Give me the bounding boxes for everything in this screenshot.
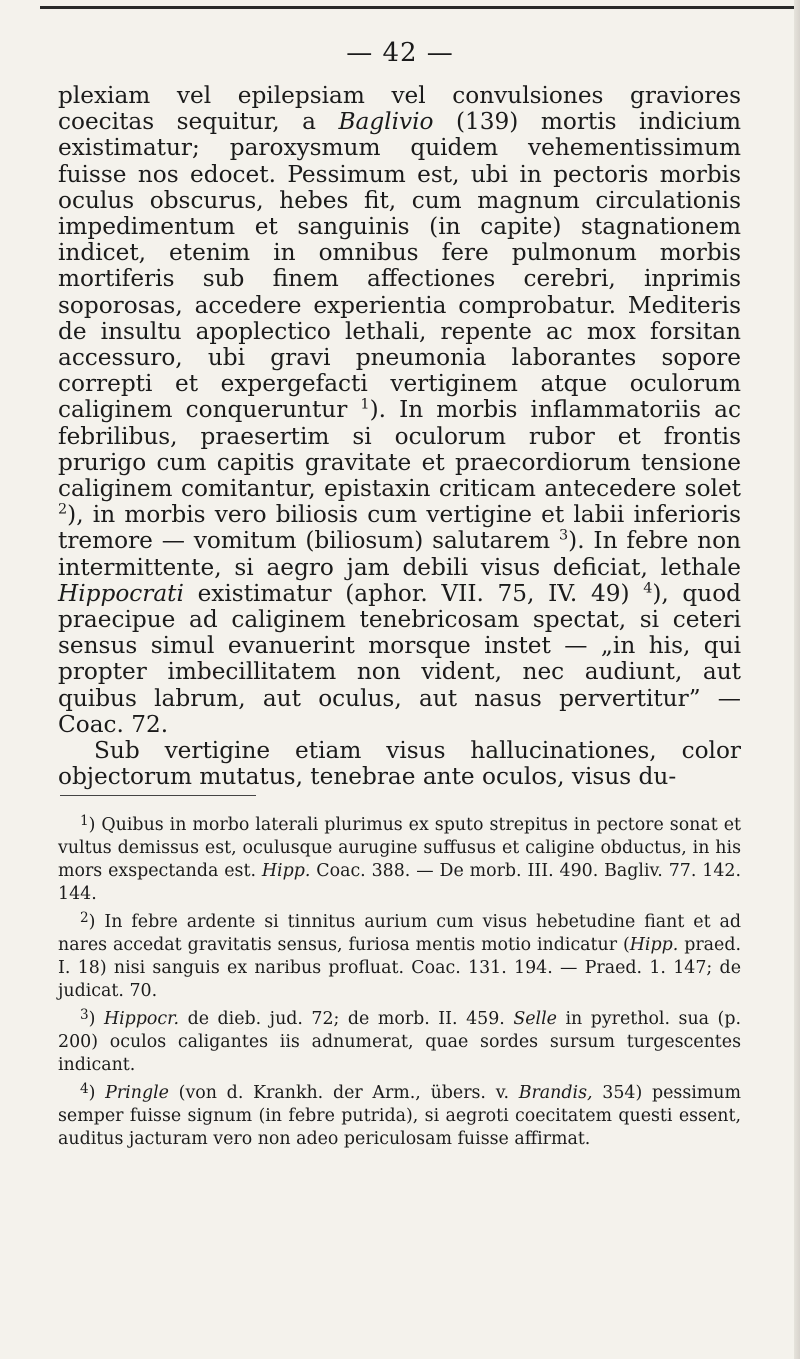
main-footnote-ref: 1: [360, 396, 370, 413]
main-text-run: existimatur (aphor. VII. 75, IV. 49): [183, 579, 644, 607]
footnote-text-run: Coac. 388. — De morb. III. 490. Bagliv. 77. 142. 144.: [58, 860, 741, 905]
footnote-number: 3: [80, 1007, 89, 1024]
footnote-text-run: de dieb. jud. 72; de morb. II. 459.: [179, 1009, 514, 1029]
footnote-italic-run: Hipp.: [261, 860, 311, 881]
footnote-text-run: ): [88, 1083, 106, 1104]
footnote-number: 4: [80, 1081, 89, 1098]
footnote-4: [58, 1078, 741, 1151]
footnote-text-run: praed. I. 18) nisi sanguis ex naribus profluat. Coac. 131. 194. — Praed. 1. 147; de judicat. 70.: [58, 934, 741, 1002]
footnote-italic-run: Hippocr.: [103, 1009, 180, 1029]
main-text-run: plexiam vel epilepsiam vel convulsiones graviores coecitas sequitur, a: [58, 82, 741, 136]
footnote-1: [58, 810, 741, 906]
page-number: — 42 —: [346, 38, 454, 68]
top-edge-rule: [40, 6, 800, 9]
footnote-text-run: ) Quibus in morbo laterali plurimus ex sputo strepitus in pectore sonat et vultus demissus est, oculusque aurugine suffusus et caligine obductus, in his mors exspectanda est.: [58, 814, 741, 881]
footnote-text-run: 354) pessimum semper fuisse signum (in febre putrida), si aegroti coecitatem questi essent, auditus jacturam vero non adeo periculosam fuisse affirmat.: [58, 1083, 741, 1150]
main-text-run: ). In morbis inflammatoriis ac febrilibus, praesertim si oculorum rubor et frontis prurigo cum capitis gravitate et praecordiorum tensione caliginem comitantur, epistaxin criticam antecedere solet: [58, 396, 741, 503]
page-right-edge: [794, 0, 800, 1359]
footnote-3: [58, 1004, 741, 1077]
main-footnote-ref: 4: [643, 580, 653, 597]
main-text-run: ). In febre non intermittente, si aegro jam debili visus deficiat, lethale: [58, 527, 741, 581]
footnote-text-run: ) In febre ardente si tinnitus aurium cum visus hebetudine fiant et ad nares accedat gravitatis sensus, furiosa mentis motio indicatur (: [58, 911, 741, 955]
footnote-italic-run: Pringle: [105, 1083, 169, 1104]
footnote-divider: [60, 795, 256, 796]
footnote-2: [58, 907, 741, 1003]
main-text: [58, 83, 741, 790]
footnote-number: 2: [80, 910, 89, 927]
footnotes: [58, 810, 741, 1152]
main-text-run: ), quod praecipue ad caliginem tenebricosam spectat, si ceteri sensus simul evanuerint morsque instet — „in his, qui propter imbecillitatem non vident, nec audiunt, aut quibus labrum, aut oculus, aut nasus pervertitur” — Coac. 72.: [58, 579, 742, 738]
footnote-number: 1: [80, 813, 89, 829]
footnote-text-run: in pyrethol. sua (p. 200) oculos caligantes iis adnumerat, quae sordes sursum turgescentes indicant.: [58, 1009, 741, 1076]
main-footnote-ref: 2: [58, 501, 68, 518]
footnote-italic-run: Brandis,: [518, 1083, 593, 1104]
main-italic-run: Hippocrati: [58, 579, 184, 607]
footnote-text-run: (von d. Krankh. der Arm., übers. v.: [168, 1083, 519, 1104]
main-italic-run: Baglivio: [338, 108, 434, 136]
main-paragraph-1: [58, 83, 741, 738]
footnote-italic-run: Selle: [513, 1009, 557, 1029]
main-paragraph-2: Sub vertigine etiam visus hallucinationes, color objectorum mutatus, tenebrae ante oculos, visus du-: [58, 737, 741, 791]
main-footnote-ref: 3: [559, 527, 569, 544]
footnote-text-run: ): [88, 1009, 104, 1029]
footnote-italic-run: Hipp.: [629, 934, 679, 955]
main-text-run: (139) mortis indicium existimatur; paroxysmum quidem vehementissimum fuisse nos edocet. Pessimum est, ubi in pectoris morbis oculus obscurus, hebes fit, cum magnum circulationis impedimentum et sanguinis (in capite) stagnationem indicet, etenim in omnibus fere pulmonum morbis mortiferis sub finem affectiones cerebri, inprimis soporosas, accedere experientia comprobatur. Mediteris de insultu apoplectico lethali, repente ac mox forsitan accessuro, ubi gravi pneumonia laborantes sopore correpti et expergefacti vertiginem atque oculorum caliginem conqueruntur: [58, 108, 741, 424]
main-text-run: ), in morbis vero biliosis cum vertigine et labii inferioris tremore — vomitum (biliosum) salutarem: [58, 501, 741, 555]
